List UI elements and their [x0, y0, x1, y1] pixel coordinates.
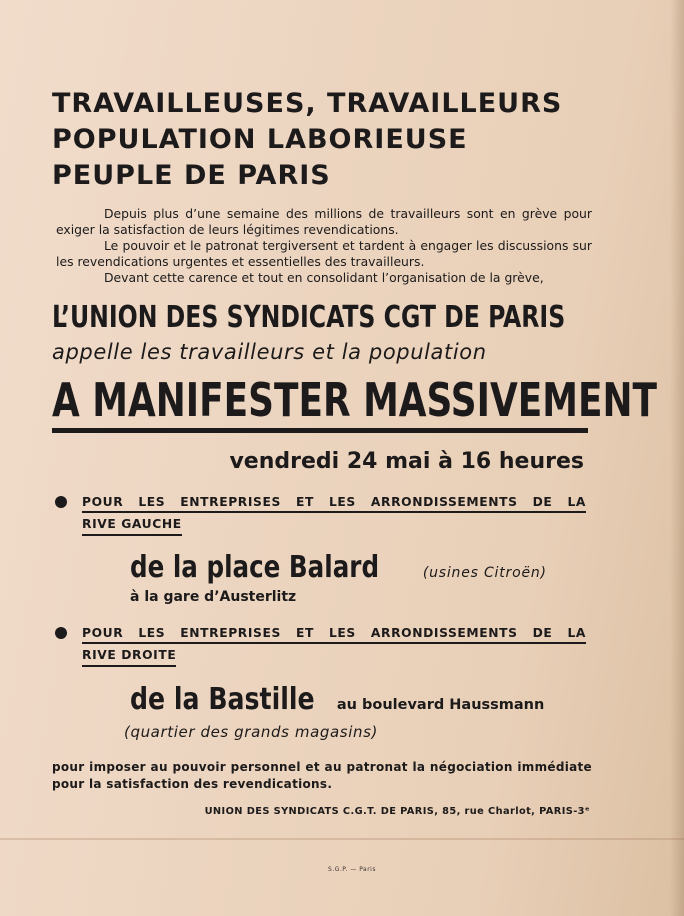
- appeal-line: appelle les travailleurs et la population: [52, 340, 487, 364]
- paper-edge-shadow: [670, 0, 684, 916]
- bullet-icon: [55, 496, 67, 508]
- intro-paragraph-1: Depuis plus d’une semaine des millions de travailleurs sont en grève pour exiger la satisfaction de leurs légitimes revendications.: [56, 206, 592, 237]
- intro-text: [52, 206, 592, 286]
- intro-paragraph-2: Le pouvoir et le patronat tergiversent et tardent à engager les discussions sur les revendications urgentes et essentielles des travailleurs.: [56, 238, 592, 269]
- date-line: vendredi 24 mai à 16 heures: [229, 449, 584, 474]
- union-line: L’UNION DES SYNDICATS CGT DE PARIS: [52, 300, 566, 335]
- bullet-icon: [55, 627, 67, 639]
- headline: [52, 86, 592, 194]
- route-label-line1: POUR LES ENTREPRISES ET LES ARRONDISSEMENTS DE LA: [82, 495, 586, 509]
- headline-line-1: TRAVAILLEUSES, TRAVAILLEURS: [52, 88, 563, 119]
- route-start: de la Bastille: [130, 682, 315, 717]
- route-destination: (quartier des grands magasins): [124, 723, 378, 741]
- route-start: de la place Balard: [130, 550, 380, 585]
- route-label-line1: POUR LES ENTREPRISES ET LES ARRONDISSEMENTS DE LA: [82, 626, 586, 640]
- route-label-line2: RIVE DROITE: [82, 645, 176, 667]
- headline-line-2: POPULATION LABORIEUSE: [52, 124, 468, 155]
- route-rive-gauche: [52, 491, 592, 536]
- poster-content: [52, 86, 657, 819]
- route-rive-droite: [52, 622, 592, 667]
- call-underline: [52, 428, 588, 433]
- signature: UNION DES SYNDICATS C.G.T. DE PARIS, 85, rue Charlot, PARIS-3ᵉ: [204, 806, 590, 817]
- paper-fold-line: [0, 838, 684, 840]
- closing-statement: pour imposer au pouvoir personnel et au patronat la négociation immédiate pour la satisfaction des revendications.: [52, 760, 592, 791]
- route-label-line2: RIVE GAUCHE: [82, 514, 182, 536]
- call-to-action: A MANIFESTER MASSIVEMENT: [52, 373, 657, 427]
- intro-paragraph-3: Devant cette carence et tout en consolidant l’organisation de la grève,: [104, 270, 544, 285]
- route-start-note: au boulevard Haussmann: [336, 697, 545, 713]
- route-destination: à la gare d’Austerlitz: [130, 589, 297, 605]
- headline-line-3: PEUPLE DE PARIS: [52, 160, 331, 191]
- route-start-line: [52, 681, 592, 719]
- route-start-line: [52, 550, 592, 586]
- route-start-note: (usines Citroën): [422, 565, 547, 581]
- printer-mark: S.G.P. — Paris: [328, 866, 376, 873]
